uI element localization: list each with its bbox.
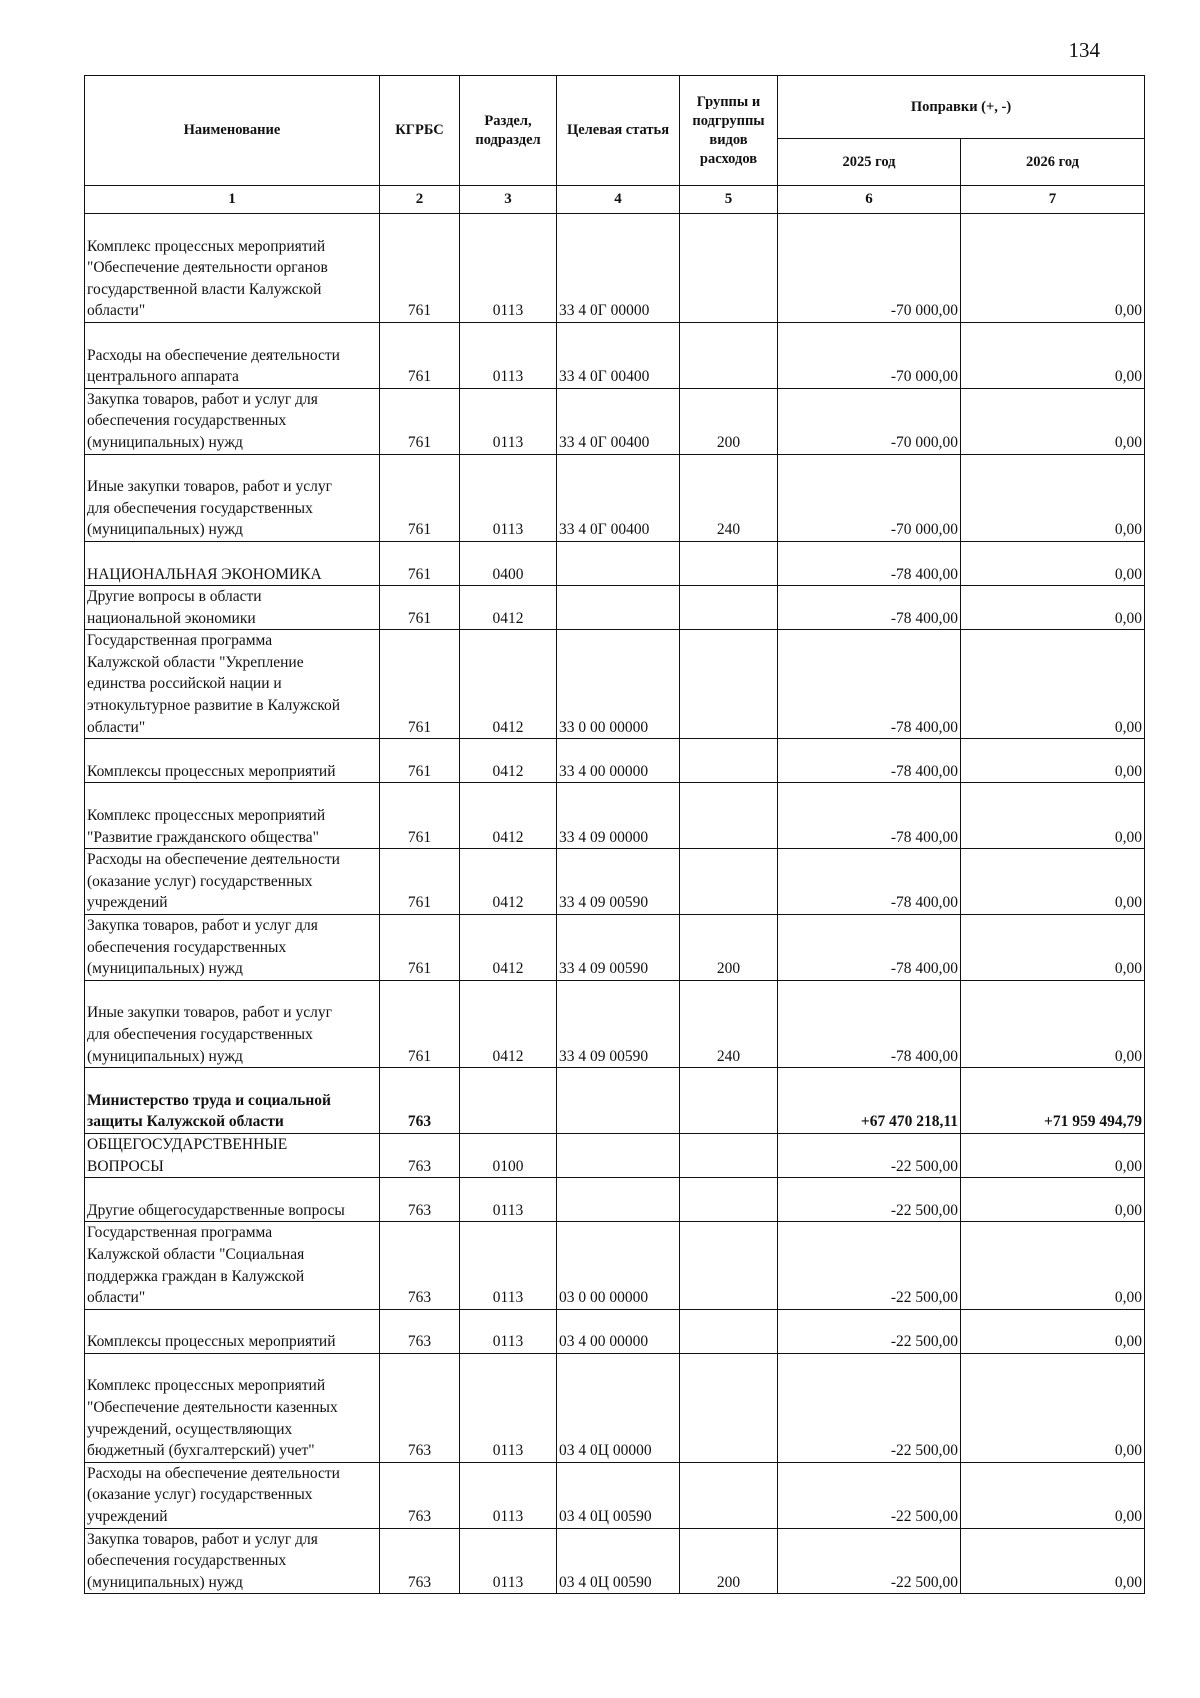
page-number: 134 [1068,38,1100,62]
row-kgrbs-cell: 763 [380,1222,460,1309]
table-row [85,454,1145,541]
row-amount-2026-cell: 0,00 [961,915,1145,981]
row-amount-2025-cell: -70 000,00 [778,322,961,388]
table-row [85,1353,1145,1462]
row-kgrbs-cell: 763 [380,1068,460,1134]
table-row [85,1309,1145,1353]
row-name-cell: НАЦИОНАЛЬНАЯ ЭКОНОМИКА [85,541,380,585]
column-number: 5 [680,186,778,214]
row-article-cell: 33 4 09 00590 [557,915,680,981]
row-amount-2025-cell: -70 000,00 [778,454,961,541]
row-amount-2025-cell: -22 500,00 [778,1309,961,1353]
row-section-cell: 0412 [460,849,557,915]
row-amount-2025-cell: -78 400,00 [778,980,961,1067]
row-section-cell: 0113 [460,1309,557,1353]
column-number: 7 [961,186,1145,214]
row-name-cell: Комплекс процессных мероприятий "Развитие гражданского общества" [85,783,380,849]
row-section-cell: 0412 [460,739,557,783]
row-group-cell [680,849,778,915]
row-amount-2025-cell: -22 500,00 [778,1528,961,1594]
row-article-cell [557,586,680,630]
header-section: Раздел, подраздел [460,76,557,186]
row-kgrbs-cell: 761 [380,849,460,915]
row-article-cell: 03 4 0Ц 00590 [557,1528,680,1594]
row-amount-2025-cell: -22 500,00 [778,1133,961,1177]
row-kgrbs-cell: 761 [380,586,460,630]
row-amount-2025-cell: -78 400,00 [778,541,961,585]
row-amount-2025-cell: +67 470 218,11 [778,1068,961,1134]
row-amount-2026-cell: 0,00 [961,1309,1145,1353]
row-amount-2026-cell: 0,00 [961,1178,1145,1222]
row-section-cell: 0113 [460,1178,557,1222]
row-section-cell: 0412 [460,980,557,1067]
row-section-cell [460,1068,557,1134]
row-section-cell: 0412 [460,915,557,981]
row-kgrbs-cell: 763 [380,1353,460,1462]
row-section-cell: 0100 [460,1133,557,1177]
table-row [85,1462,1145,1528]
row-name-cell: Расходы на обеспечение деятельности (оказание услуг) государственных учреждений [85,1462,380,1528]
row-kgrbs-cell: 763 [380,1528,460,1594]
row-article-cell: 33 4 09 00590 [557,849,680,915]
row-section-cell: 0113 [460,1462,557,1528]
table-row [85,1528,1145,1594]
row-group-cell [680,541,778,585]
row-amount-2026-cell: 0,00 [961,541,1145,585]
row-kgrbs-cell: 761 [380,630,460,739]
row-amount-2026-cell: 0,00 [961,388,1145,454]
row-amount-2025-cell: -22 500,00 [778,1222,961,1309]
row-amount-2026-cell: 0,00 [961,1353,1145,1462]
row-kgrbs-cell: 761 [380,980,460,1067]
row-amount-2025-cell: -78 400,00 [778,586,961,630]
table-row [85,214,1145,323]
row-amount-2025-cell: -78 400,00 [778,849,961,915]
row-group-cell [680,586,778,630]
row-kgrbs-cell: 761 [380,322,460,388]
header-year-2025: 2025 год [778,139,961,186]
header-groups: Группы и подгруппы видов расходов [680,76,778,186]
row-article-cell: 33 4 0Г 00400 [557,388,680,454]
row-section-cell: 0113 [460,1528,557,1594]
row-group-cell [680,1462,778,1528]
column-number: 3 [460,186,557,214]
row-amount-2025-cell: -70 000,00 [778,388,961,454]
row-name-cell: Комплекс процессных мероприятий "Обеспечение деятельности казенных учреждений, осуществляющих бюджетный (бухгалтерский) учет" [85,1353,380,1462]
row-kgrbs-cell: 761 [380,454,460,541]
row-article-cell: 03 4 00 00000 [557,1309,680,1353]
row-group-cell [680,322,778,388]
row-name-cell: Государственная программа Калужской области "Социальная поддержка граждан в Калужской области" [85,1222,380,1309]
budget-amendments-table [84,75,1145,1594]
row-group-cell [680,1353,778,1462]
row-group-cell [680,1309,778,1353]
header-kgrbs: КГРБС [380,76,460,186]
row-amount-2026-cell: 0,00 [961,454,1145,541]
row-article-cell: 33 4 00 00000 [557,739,680,783]
row-group-cell [680,1068,778,1134]
table-row [85,915,1145,981]
row-kgrbs-cell: 763 [380,1133,460,1177]
row-name-cell: Расходы на обеспечение деятельности (оказание услуг) государственных учреждений [85,849,380,915]
row-amount-2025-cell: -78 400,00 [778,915,961,981]
row-article-cell [557,1178,680,1222]
row-article-cell: 03 0 00 00000 [557,1222,680,1309]
header-year-2026: 2026 год [961,139,1145,186]
column-number: 6 [778,186,961,214]
row-amount-2026-cell: 0,00 [961,849,1145,915]
row-group-cell: 200 [680,915,778,981]
row-kgrbs-cell: 761 [380,739,460,783]
row-kgrbs-cell: 763 [380,1309,460,1353]
row-amount-2026-cell: +71 959 494,79 [961,1068,1145,1134]
row-group-cell [680,739,778,783]
row-name-cell: Комплексы процессных мероприятий [85,1309,380,1353]
row-section-cell: 0113 [460,388,557,454]
row-article-cell: 33 0 00 00000 [557,630,680,739]
row-amount-2026-cell: 0,00 [961,1133,1145,1177]
column-number: 2 [380,186,460,214]
row-article-cell [557,1068,680,1134]
row-article-cell [557,541,680,585]
row-name-cell: ОБЩЕГОСУДАРСТВЕННЫЕ ВОПРОСЫ [85,1133,380,1177]
table-row [85,783,1145,849]
row-section-cell: 0113 [460,322,557,388]
header-amendments: Поправки (+, -) [778,76,1145,139]
row-group-cell [680,1222,778,1309]
row-amount-2025-cell: -78 400,00 [778,783,961,849]
row-amount-2026-cell: 0,00 [961,322,1145,388]
table-row [85,1133,1145,1177]
row-name-cell: Иные закупки товаров, работ и услуг для обеспечения государственных (муниципальных) нужд [85,980,380,1067]
row-kgrbs-cell: 761 [380,541,460,585]
row-section-cell: 0113 [460,1353,557,1462]
row-name-cell: Комплексы процессных мероприятий [85,739,380,783]
column-number-row [85,186,1145,214]
row-name-cell: Закупка товаров, работ и услуг для обеспечения государственных (муниципальных) нужд [85,915,380,981]
row-amount-2026-cell: 0,00 [961,214,1145,323]
row-section-cell: 0113 [460,454,557,541]
row-section-cell: 0400 [460,541,557,585]
row-amount-2026-cell: 0,00 [961,586,1145,630]
row-amount-2026-cell: 0,00 [961,630,1145,739]
row-amount-2026-cell: 0,00 [961,739,1145,783]
row-section-cell: 0412 [460,783,557,849]
row-amount-2026-cell: 0,00 [961,1528,1145,1594]
column-number: 4 [557,186,680,214]
row-amount-2025-cell: -22 500,00 [778,1353,961,1462]
row-name-cell: Министерство труда и социальной защиты Калужской области [85,1068,380,1134]
row-article-cell: 03 4 0Ц 00000 [557,1353,680,1462]
row-amount-2025-cell: -22 500,00 [778,1462,961,1528]
row-section-cell: 0113 [460,214,557,323]
row-kgrbs-cell: 761 [380,214,460,323]
row-section-cell: 0412 [460,586,557,630]
header-article: Целевая статья [557,76,680,186]
table-row [85,1222,1145,1309]
row-name-cell: Закупка товаров, работ и услуг для обеспечения государственных (муниципальных) нужд [85,388,380,454]
column-number: 1 [85,186,380,214]
table-row [85,739,1145,783]
row-group-cell: 200 [680,1528,778,1594]
row-kgrbs-cell: 763 [380,1462,460,1528]
row-amount-2025-cell: -78 400,00 [778,739,961,783]
table-row [85,630,1145,739]
row-article-cell: 33 4 09 00590 [557,980,680,1067]
table-row [85,322,1145,388]
row-group-cell: 240 [680,980,778,1067]
row-amount-2025-cell: -70 000,00 [778,214,961,323]
table-row [85,586,1145,630]
row-amount-2025-cell: -22 500,00 [778,1178,961,1222]
row-group-cell [680,630,778,739]
row-group-cell [680,1178,778,1222]
row-group-cell: 240 [680,454,778,541]
row-name-cell: Иные закупки товаров, работ и услуг для обеспечения государственных (муниципальных) нужд [85,454,380,541]
row-group-cell: 200 [680,388,778,454]
row-name-cell: Государственная программа Калужской области "Укрепление единства российской нации и этнокультурное развитие в Калужской области" [85,630,380,739]
row-kgrbs-cell: 761 [380,388,460,454]
row-article-cell: 33 4 0Г 00400 [557,454,680,541]
row-article-cell: 33 4 0Г 00000 [557,214,680,323]
row-group-cell [680,1133,778,1177]
row-group-cell [680,214,778,323]
row-name-cell: Закупка товаров, работ и услуг для обеспечения государственных (муниципальных) нужд [85,1528,380,1594]
table-row [85,980,1145,1067]
row-name-cell: Другие общегосударственные вопросы [85,1178,380,1222]
row-amount-2025-cell: -78 400,00 [778,630,961,739]
row-article-cell: 33 4 09 00000 [557,783,680,849]
row-section-cell: 0113 [460,1222,557,1309]
row-name-cell: Расходы на обеспечение деятельности центрального аппарата [85,322,380,388]
row-name-cell: Другие вопросы в области национальной экономики [85,586,380,630]
table-row [85,1178,1145,1222]
row-name-cell: Комплекс процессных мероприятий "Обеспечение деятельности органов государственной власти Калужской области" [85,214,380,323]
table-body [85,214,1145,1594]
row-amount-2026-cell: 0,00 [961,783,1145,849]
row-article-cell: 03 4 0Ц 00590 [557,1462,680,1528]
table-row [85,388,1145,454]
row-kgrbs-cell: 761 [380,915,460,981]
row-kgrbs-cell: 761 [380,783,460,849]
row-amount-2026-cell: 0,00 [961,1462,1145,1528]
row-section-cell: 0412 [460,630,557,739]
row-article-cell: 33 4 0Г 00400 [557,322,680,388]
row-amount-2026-cell: 0,00 [961,1222,1145,1309]
header-name: Наименование [85,76,380,186]
row-amount-2026-cell: 0,00 [961,980,1145,1067]
row-article-cell [557,1133,680,1177]
table-row [85,849,1145,915]
row-group-cell [680,783,778,849]
row-kgrbs-cell: 763 [380,1178,460,1222]
table-row [85,541,1145,585]
table-row [85,1068,1145,1134]
